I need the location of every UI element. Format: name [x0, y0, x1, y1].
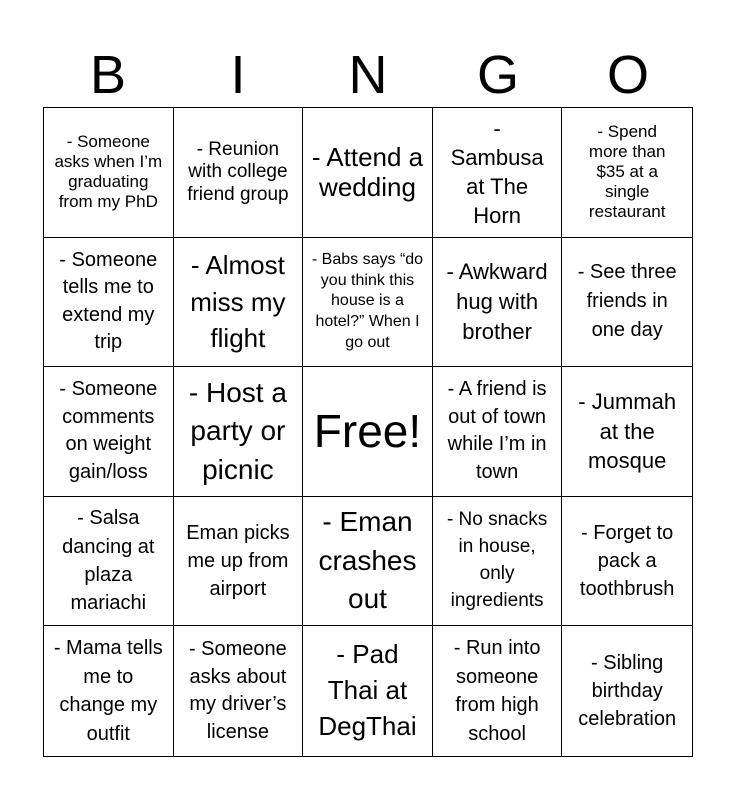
bingo-cell-r1c5[interactable]	[562, 108, 692, 238]
bingo-cell-r1c2[interactable]	[174, 108, 304, 238]
cell-text: - Eman crashes out	[318, 506, 417, 615]
bingo-cell-r4c1[interactable]	[44, 497, 174, 627]
bingo-cell-r4c2[interactable]	[174, 497, 304, 627]
bingo-cell-r3c5[interactable]	[562, 367, 692, 497]
bingo-cell-r1c3[interactable]	[303, 108, 433, 238]
header-letter-o: O	[606, 45, 649, 105]
cell-text: - Salsa dancing at plaza mariachi	[62, 507, 155, 615]
header-letter-n: N	[348, 45, 388, 105]
bingo-cell-r5c3[interactable]	[303, 626, 433, 756]
bingo-cell-r3c1[interactable]	[44, 367, 174, 497]
cell-text: - Spend more than $35 at a single restaurant	[588, 122, 666, 222]
bingo-cell-r2c1[interactable]	[44, 238, 174, 368]
bingo-cell-r2c3[interactable]	[303, 238, 433, 368]
cell-text: - Run into someone from high school	[453, 637, 541, 745]
cell-text: - Forget to pack a toothbrush	[579, 521, 675, 601]
bingo-cell-r5c1[interactable]	[44, 626, 174, 756]
cell-text: - Someone tells me to extend my trip	[59, 248, 158, 354]
cell-text: - Host a party or picnic	[188, 376, 287, 485]
cell-text: - Almost miss my flight	[190, 250, 286, 354]
cell-text: - See three friends in one day	[577, 261, 677, 342]
cell-text: - Awkward hug with brother	[446, 259, 548, 344]
cell-text: - Sibling birthday celebration	[578, 651, 677, 731]
bingo-cell-r2c2[interactable]	[174, 238, 304, 368]
cell-text: - Someone comments on weight gain/loss	[59, 378, 158, 484]
cell-text: - Sambusa at The Horn	[450, 116, 544, 229]
bingo-cell-r2c4[interactable]	[433, 238, 563, 368]
bingo-cell-r2c5[interactable]	[562, 238, 692, 368]
cell-text: - Reunion with college friend group	[187, 138, 289, 205]
cell-text: - Someone asks when I’m graduating from my PhD	[54, 132, 163, 212]
header-letter-g: G	[476, 45, 519, 105]
bingo-cell-free[interactable]	[303, 367, 433, 497]
cell-text: - Jummah at the mosque	[578, 388, 677, 474]
bingo-cell-r5c4[interactable]	[433, 626, 563, 756]
cell-text: - Pad Thai at DegThai	[318, 639, 417, 742]
cell-text: - Someone asks about my driver’s license	[188, 638, 287, 743]
cell-text: - No snacks in house, only ingredients	[446, 509, 548, 612]
cell-text: Eman picks me up from airport	[186, 521, 290, 601]
bingo-cell-r1c4[interactable]	[433, 108, 563, 238]
cell-text: - Babs says “do you think this house is a hotel?” When I go out	[311, 250, 424, 352]
bingo-cell-r1c1[interactable]	[44, 108, 174, 238]
bingo-cell-r4c5[interactable]	[562, 497, 692, 627]
bingo-cell-r3c2[interactable]	[174, 367, 304, 497]
bingo-cell-r5c5[interactable]	[562, 626, 692, 756]
cell-text: - A friend is out of town while I’m in town	[447, 378, 547, 484]
header-letter-i: I	[230, 45, 246, 105]
cell-text: - Attend a wedding	[311, 141, 424, 203]
free-space-text: Free!	[313, 405, 422, 458]
bingo-cell-r4c4[interactable]	[433, 497, 563, 627]
bingo-cell-r3c4[interactable]	[433, 367, 563, 497]
bingo-header	[43, 44, 693, 106]
bingo-board	[43, 107, 693, 757]
cell-text: - Mama tells me to change my outfit	[53, 637, 163, 745]
bingo-cell-r5c2[interactable]	[174, 626, 304, 756]
header-letter-b: B	[89, 45, 127, 105]
bingo-cell-r4c3[interactable]	[303, 497, 433, 627]
